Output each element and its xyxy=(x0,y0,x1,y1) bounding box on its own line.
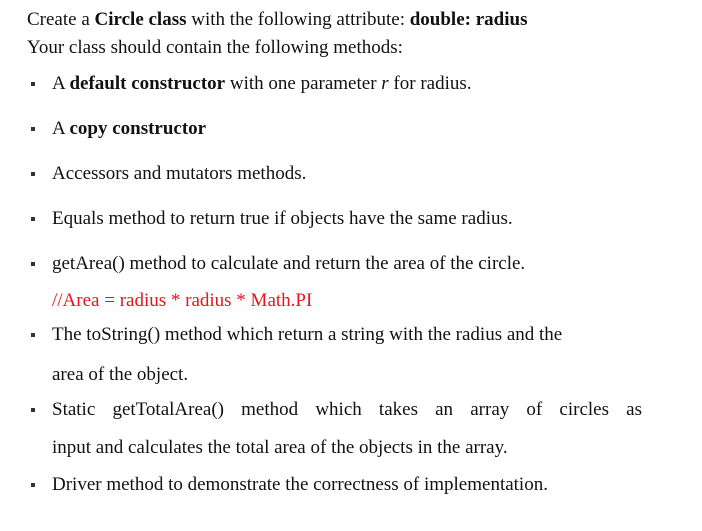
list-item-to-string-line-2: area of the object. xyxy=(52,364,189,385)
bullet-icon xyxy=(31,82,35,86)
list-item-total-area-line-1: Static getTotalArea() method which takes an array of circles as xyxy=(52,399,642,420)
bullet-icon xyxy=(31,262,35,266)
list-item-copy-constructor xyxy=(52,118,206,140)
default-constructor-text: default constructor xyxy=(69,73,226,94)
list-item-equals: Equals method to return true if objects have the same radius. xyxy=(52,208,513,229)
list-item-default-constructor xyxy=(52,73,472,95)
bullet-icon xyxy=(31,333,35,337)
bullet-icon xyxy=(31,408,35,412)
area-formula-comment: //Area = radius * radius * Math.PI xyxy=(52,290,313,311)
circle-class-text: Circle class xyxy=(94,9,187,30)
list-item-total-area-line-2: input and calculates the total area of the objects in the array. xyxy=(52,437,508,458)
attribute-text: double: radius xyxy=(409,9,528,30)
list-item-get-area: getArea() method to calculate and return the area of the circle. xyxy=(52,253,526,274)
intro-text-a: Create a xyxy=(27,9,95,30)
list-item-driver: Driver method to demonstrate the correctness of implementation. xyxy=(52,474,548,495)
list-item-accessors: Accessors and mutators methods. xyxy=(52,163,307,184)
item-text-a: A xyxy=(52,118,70,139)
item-text-e: for radius. xyxy=(388,73,472,94)
intro-line-2: Your class should contain the following methods: xyxy=(27,37,403,58)
copy-constructor-text: copy constructor xyxy=(69,118,207,139)
item-text-a: A xyxy=(52,73,70,94)
item-text-c: with one parameter xyxy=(225,73,382,94)
bullet-icon xyxy=(31,127,35,131)
bullet-icon xyxy=(31,217,35,221)
intro-line-1 xyxy=(27,9,527,31)
param-r-text: r xyxy=(381,73,389,94)
bullet-icon xyxy=(31,483,35,487)
bullet-icon xyxy=(31,172,35,176)
list-item-to-string-line-1: The toString() method which return a string with the radius and the xyxy=(52,324,563,345)
intro-text-c: with the following attribute: xyxy=(186,9,410,30)
